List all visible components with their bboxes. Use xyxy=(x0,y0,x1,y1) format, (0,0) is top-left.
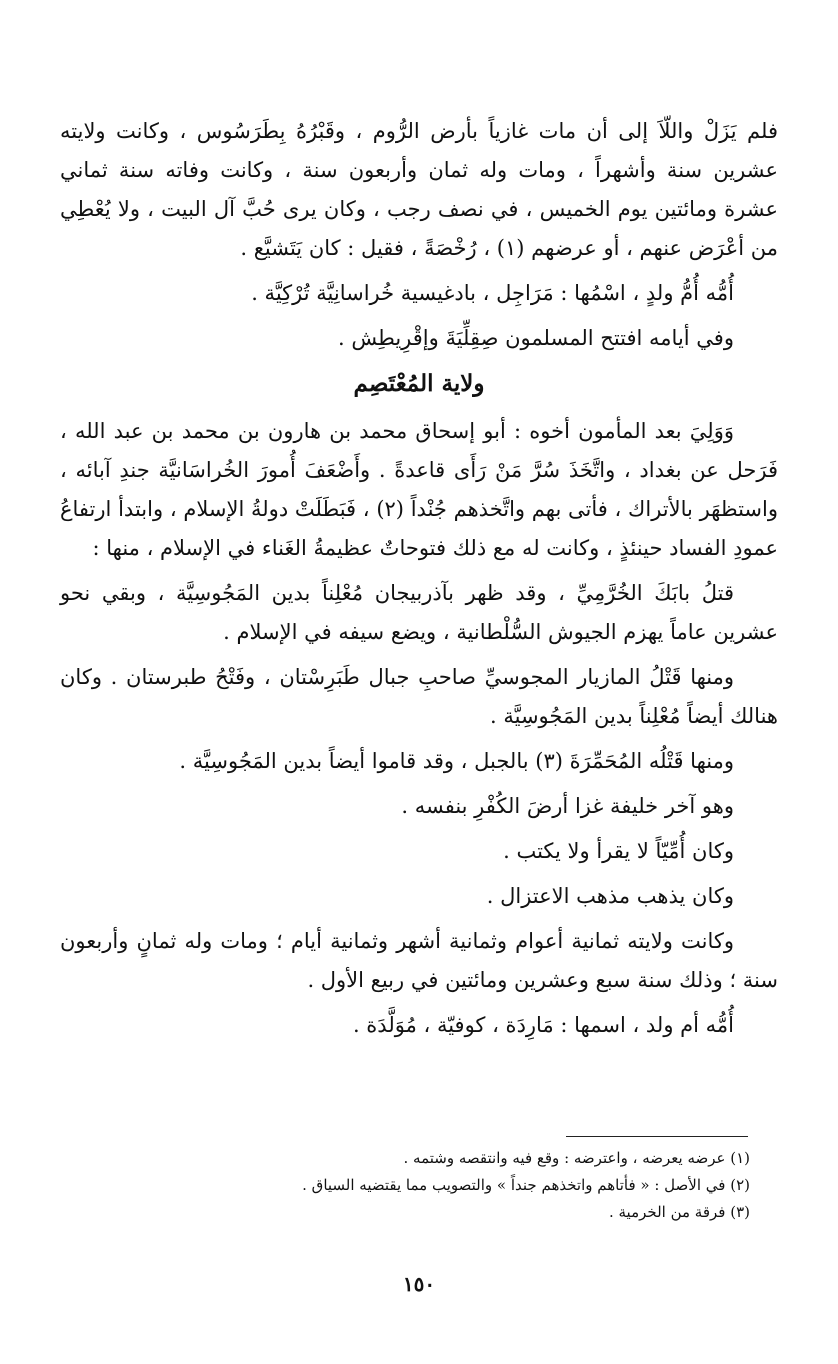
footnote-3: (٣) فرقة من الخرمية . xyxy=(608,1203,750,1221)
paragraph-babak: قتلُ بابَكَ الخُرَّمِيِّ ، وقد ظهر بآذربيجان مُعْلِناً بدين المَجُوسِيَّة ، وبقي نحو عشرين عاماً يهزم الجيوش السُّلْطانية ، ويضع سيفه في الإسلام . xyxy=(60,581,778,644)
paragraph-maziyar: ومنها قَتْلُ المازيار المجوسيِّ صاحبِ جبال طَبَرِسْتان ، وفَتْحُ طبرستان . وكان هنالك أيضاً مُعْلِناً بدين المَجُوسِيَّة . xyxy=(60,665,778,728)
paragraph-mamun-death: فلم يَزَلْ واللّاَ إلى أن مات غازياً بأرض الرُّوم ، وقَبْرُهُ بِطَرَسُوس ، وكانت ولايته عشرين سنة وأشهراً ، ومات وله ثمان وأربعون سنة ، وكانت وفاته سنة ثماني عشرة ومائتين يوم الخميس ، في نصف رجب ، وكان يرى حُبَّ آل البيت ، ولا يُعْطِي من أعْرَض عنهم ، أو عرضهم (١) ، رُخْصَةً ، فقيل : كان يَتَشيَّع . xyxy=(60,119,778,260)
footnote-divider xyxy=(566,1136,748,1137)
paragraph-mutasim-accession: وَوَلِيَ بعد المأمون أخوه : أبو إسحاق محمد بن هارون بن محمد بن عبد الله ، فَرَحل عن بغداد ، واتَّخَذَ سُرَّ مَنْ رَأَى قاعدةً . وأَضْعَفَ أُمورَ الخُراسَانيَّة جندِ آبائه ، واستظهَر بالأتراك ، فأتى بهم واتَّخذهم جُنْداً (٢) ، فَبَطَلَتْ دولةُ الإسلام ، وابتدأ ارتفاعُ عمودِ الفساد حينئذٍ ، وكانت له مع ذلك فتوحاتٌ عظيمةُ الغَناء في الإسلام ، منها : xyxy=(60,419,778,560)
paragraph-mutazila: وكان يذهب مذهب الاعتزال . xyxy=(486,884,734,908)
footnotes xyxy=(120,1145,750,1226)
page-number: ١٥٠ xyxy=(402,1272,436,1296)
paragraph-sicily-crete: وفي أيامه افتتح المسلمون صِقِلِّيَةَ وإقْرِيطِش . xyxy=(337,326,734,350)
paragraph-muhammira: ومنها قَتْلُه المُحَمِّرَةَ (٣) بالجبل ، وقد قاموا أيضاً بدين المَجُوسِيَّة . xyxy=(179,749,734,773)
footnote-2: (٢) في الأصل : « فأتاهم واتخذهم جنداً » والتصويب مما يقتضيه السياق . xyxy=(302,1176,750,1194)
paragraph-last-caliph-raid: وهو آخر خليفة غزا أرضَ الكُفْرِ بنفسه . xyxy=(401,794,734,818)
main-text xyxy=(60,112,778,1051)
section-heading: ولاية المُعْتَصِم xyxy=(353,370,485,397)
footnote-1: (١) عرضه يعرضه ، واعترضه : وقع فيه وانتقصه وشتمه . xyxy=(403,1149,750,1167)
paragraph-illiterate: وكان أُمِّيّاً لا يقرأ ولا يكتب . xyxy=(503,839,734,863)
paragraph-mamun-mother: أُمُّه أُمُّ ولدٍ ، اسْمُها : مَرَاجِل ، بادغيسية خُراسانِيَّة تُرْكِيَّة . xyxy=(251,281,734,305)
paragraph-mutasim-mother: أُمُّه أم ولد ، اسمها : مَارِدَة ، كوفيّة ، مُوَلَّدَة . xyxy=(352,1013,734,1037)
paragraph-reign-length: وكانت ولايته ثمانية أعوام وثمانية أشهر وثمانية أيام ؛ ومات وله ثمانٍ وأربعون سنة ؛ وذلك سنة سبع وعشرين ومائتين في ربيع الأول . xyxy=(60,929,778,992)
